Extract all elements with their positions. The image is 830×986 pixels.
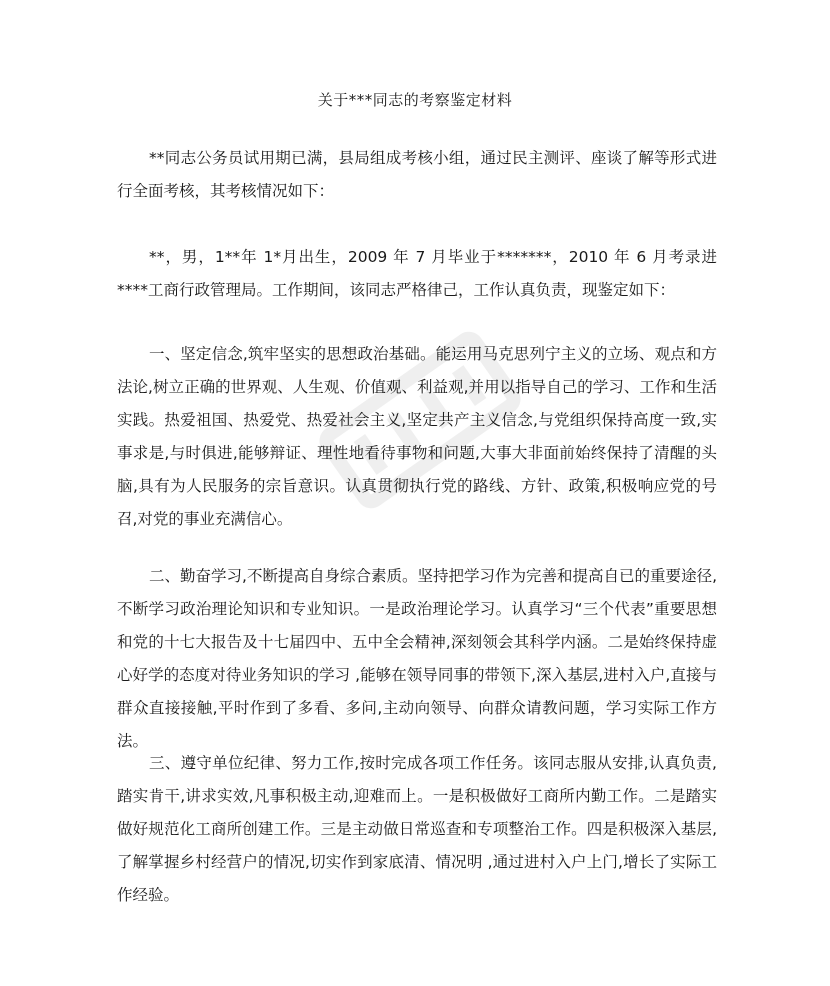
paragraph-section-3: 三、遵守单位纪律、努力工作,按时完成各项工作任务。该同志服从安排,认真负责,踏实肯干,讲求实效,凡事积极主动,迎难而上。一是积极做好工商所内勤工作。二是踏实做好规范化工商所创建工作。三是主动做日常巡查和专项整治工作。四是积极深入基层,了解掌握乡村经营户的情况,切实作到家底清、情况明 ,通过进村入户上门,增长了实际工作经验。 — [117, 754, 717, 904]
paragraph-section-1: 一、坚定信念,筑牢坚实的思想政治基础。能运用马克思列宁主义的立场、观点和方法论,树立正确的世界观、人生观、价值观、利益观,并用以指导自己的学习、工作和生活实践。热爱祖国、热爱党、热爱社会主义,坚定共产主义信念,与党组织保持高度一致,实事求是,与时俱进,能够辩证、理性地看待事物和问题,大事大非面前始终保持了清醒的头脑,具有为人民服务的宗旨意识。认真贯彻执行党的路线、方针、政策,积极响应党的号召,对党的事业充满信心。 — [117, 345, 717, 528]
paragraph-section-2: 二、勤奋学习,不断提高自身综合素质。坚持把学习作为完善和提高自已的重要途径,不断学习政治理论知识和专业知识。一是政治理论学习。认真学习“三个代表”重要思想和党的十七大报告及十七届四中、五中全会精神,深刻领会其科学内涵。二是始终保持虚心好学的态度对待业务知识的学习 ,能够在领导同事的带领下,深入基层,进村入户,直接与群众直接接触,平时作到了多看、多问,主动向领导、向群众请教问题，学习实际工作方法。 — [117, 567, 717, 750]
document-title: 关于***同志的考察鉴定材料 — [317, 91, 513, 109]
paragraph-intro: **同志公务员试用期已满，县局组成考核小组，通过民主测评、座谈了解等形式进行全面考核，其考核情况如下： — [117, 149, 717, 200]
paragraph-personal-info: **，男，1**年 1*月出生，2009 年 7 月毕业于*******，2010 年 6 月考录进****工商行政管理局。工作期间，该同志严格律己，工作认真负责，现鉴定如下： — [117, 248, 717, 299]
